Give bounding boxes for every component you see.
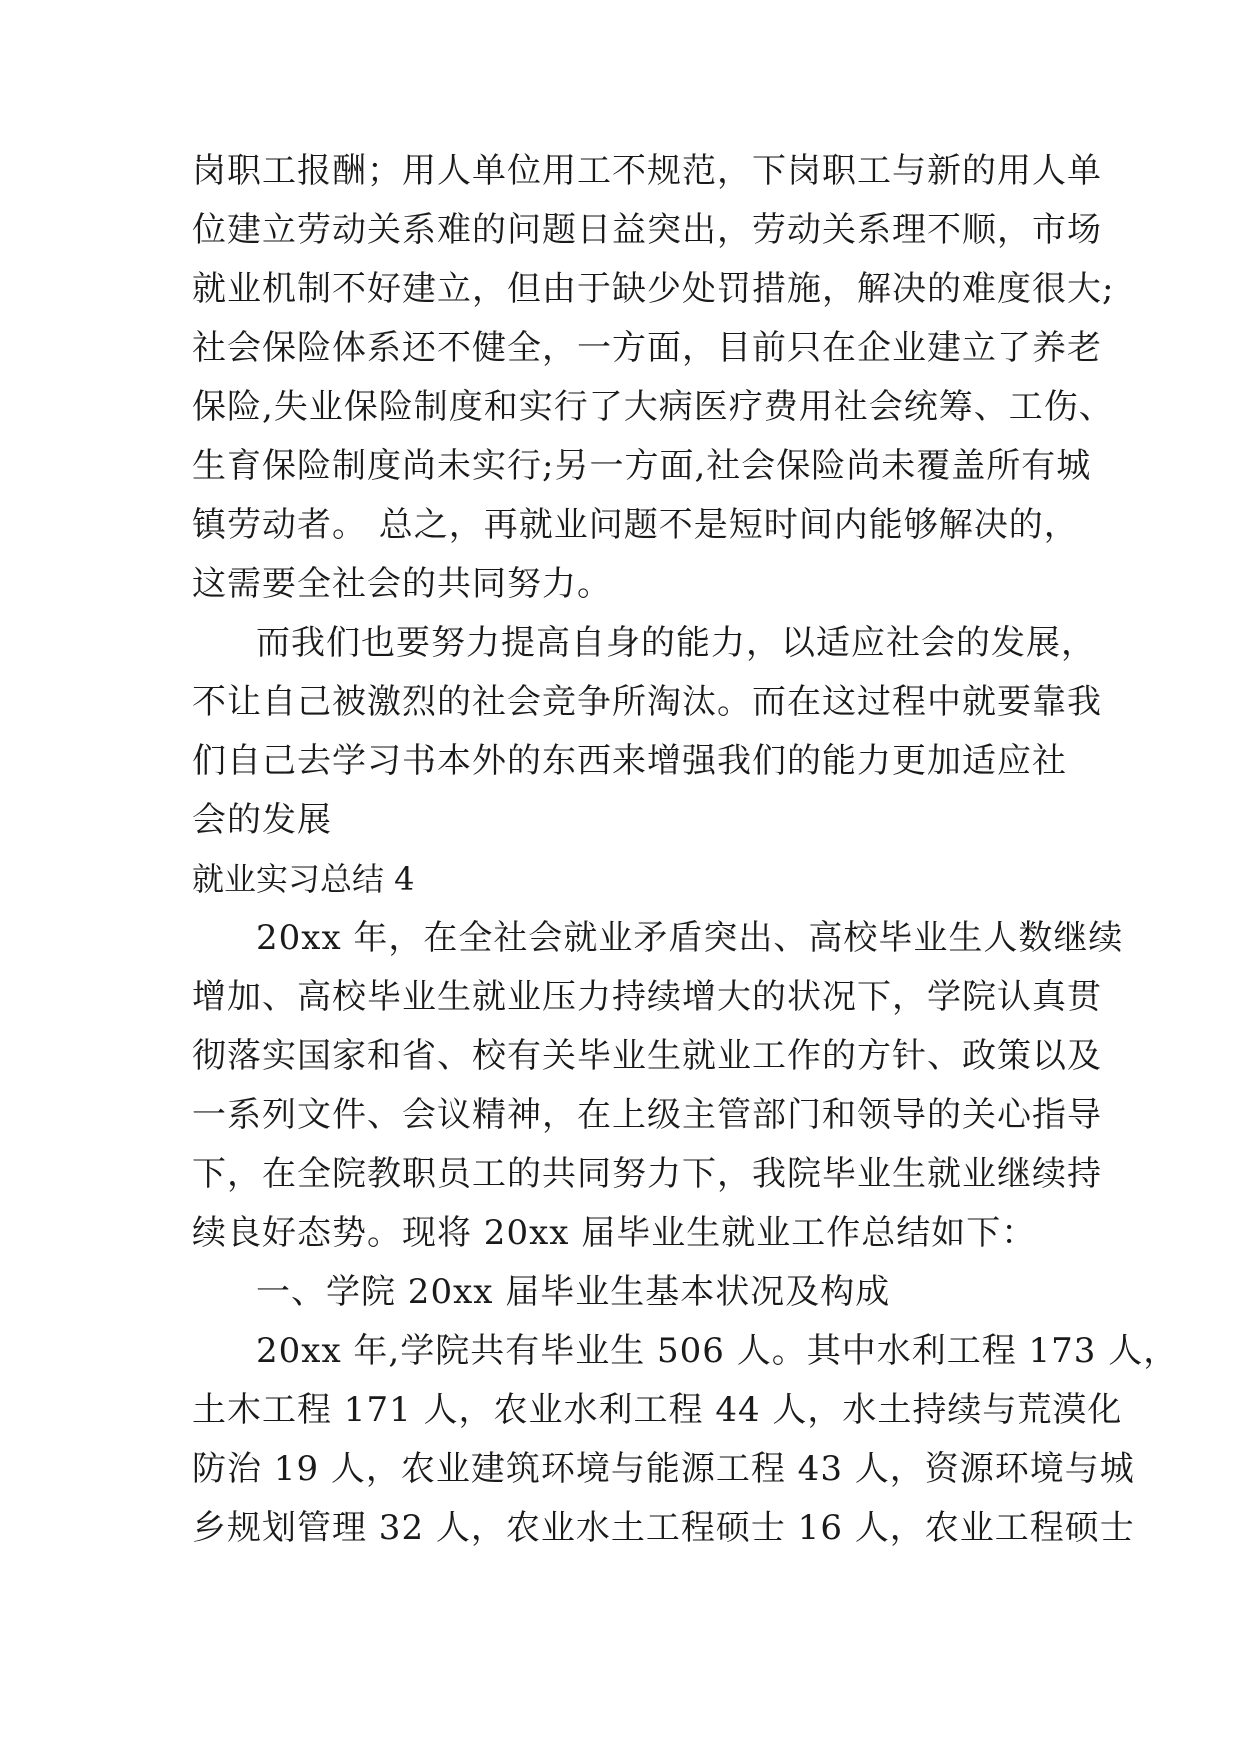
text-line: 乡规划管理 32 人，农业水土工程硕士 16 人，农业工程硕士 [192, 1508, 1135, 1548]
text-line: 增加、高校毕业生就业压力持续增大的状况下，学院认真贯 [192, 977, 1102, 1017]
text-line: 20xx 年，在全社会就业矛盾突出、高校毕业生人数继续 [256, 918, 1124, 958]
text-line: 岗职工报酬；用人单位用工不规范，下岗职工与新的用人单 [192, 151, 1102, 191]
text-line: 土木工程 171 人，农业水利工程 44 人，水土持续与荒漠化 [192, 1390, 1123, 1430]
text-line: 不让自己被激烈的社会竞争所淘汰。而在这过程中就要靠我 [192, 682, 1102, 722]
text-line: 彻落实国家和省、校有关毕业生就业工作的方针、政策以及 [192, 1036, 1102, 1076]
paragraph-continued [192, 142, 1115, 614]
text-line: 镇劳动者。 总之，再就业问题不是短时间内能够解决的， [192, 505, 1079, 545]
text-line: 续良好态势。现将 20xx 届毕业生就业工作总结如下： [192, 1213, 1037, 1253]
paragraph-self-improvement [192, 614, 1102, 850]
text-line: 社会保险体系还不健全，一方面，目前只在企业建立了养老 [192, 328, 1102, 368]
text-line: 生育保险制度尚未实行;另一方面,社会保险尚未覆盖所有城 [192, 446, 1092, 486]
document-body [192, 142, 1179, 1558]
text-line: 这需要全社会的共同努力。 [192, 564, 612, 604]
subheading: 一、学院 20xx 届毕业生基本状况及构成 [256, 1272, 891, 1312]
text-line: 一系列文件、会议精神，在上级主管部门和领导的关心指导 [192, 1095, 1102, 1135]
text-line: 保险,失业保险制度和实行了大病医疗费用社会统筹、工伤、 [192, 387, 1114, 427]
text-line: 而我们也要努力提高自身的能力，以适应社会的发展， [256, 623, 1096, 663]
text-line: 会的发展 [192, 800, 332, 840]
subheading-block [192, 1263, 1062, 1322]
paragraph-graduate-stats [192, 1322, 1179, 1558]
text-line: 们自己去学习书本外的东西来增强我们的能力更加适应社 [192, 741, 1067, 781]
text-line: 20xx 年,学院共有毕业生 506 人。其中水利工程 173 人， [256, 1331, 1179, 1371]
text-line: 位建立劳动关系难的问题日益突出，劳动关系理不顺，市场 [192, 210, 1102, 250]
text-line: 防治 19 人，农业建筑环境与能源工程 43 人，资源环境与城 [192, 1449, 1135, 1489]
section-title: 就业实习总结 4 [192, 860, 415, 898]
text-line: 就业机制不好建立，但由于缺少处罚措施，解决的难度很大; [192, 269, 1115, 309]
paragraph-intro [192, 909, 1124, 1263]
text-line: 下，在全院教职员工的共同努力下，我院毕业生就业继续持 [192, 1154, 1102, 1194]
